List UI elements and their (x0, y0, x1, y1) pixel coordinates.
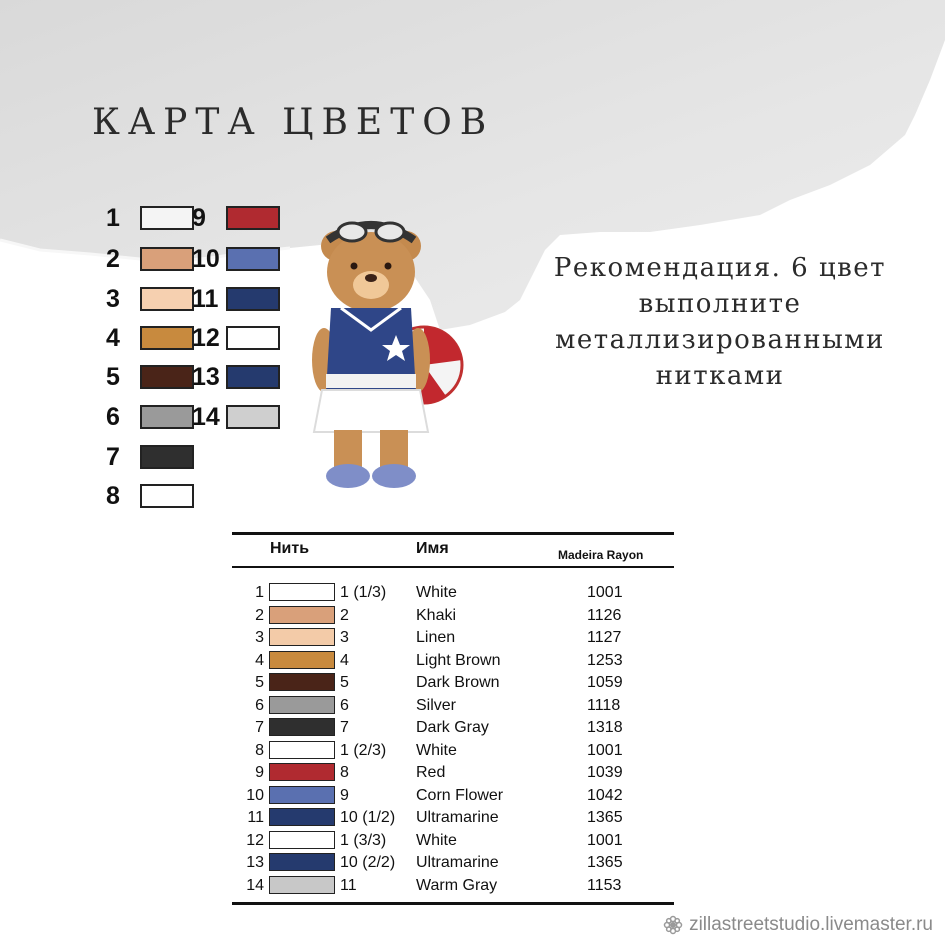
swatch-color (140, 287, 194, 311)
row-color-name: Silver (416, 696, 457, 714)
row-madeira-code: 1001 (587, 584, 623, 601)
swatch-number: 1 (106, 203, 120, 232)
swatch-number: 3 (106, 284, 120, 313)
row-color-swatch (269, 696, 335, 714)
row-color-swatch (269, 853, 335, 871)
row-madeira-code: 1365 (587, 854, 623, 871)
recommendation-line: нитками (655, 361, 785, 391)
recommendation-line: Рекомендация. 6 цвет (553, 253, 887, 283)
row-color-swatch (269, 718, 335, 736)
row-color-name: Dark Gray (416, 719, 489, 736)
row-index: 6 (255, 696, 264, 714)
row-index: 13 (246, 854, 264, 871)
row-color-name: Corn Flower (416, 786, 504, 804)
row-index: 5 (255, 674, 264, 691)
page-title: КАРТА ЦВЕТОВ (92, 102, 495, 143)
row-thread-number: 5 (340, 674, 349, 691)
swatch-number: 8 (106, 481, 120, 510)
column-header-thread: Нить (270, 540, 310, 557)
row-index: 12 (246, 831, 264, 849)
row-madeira-code: 1253 (587, 651, 623, 669)
swatch-number: 2 (106, 244, 120, 273)
row-color-name: Ultramarine (416, 854, 499, 871)
row-madeira-code: 1365 (587, 809, 623, 826)
table-row (232, 830, 674, 852)
table-row (232, 785, 674, 807)
row-thread-number: 1 (2/3) (340, 741, 387, 759)
swatch-color (140, 445, 194, 469)
table-header-rule (232, 566, 674, 568)
swatch-color (226, 365, 280, 389)
table-row (232, 852, 674, 874)
row-thread-number: 11 (340, 876, 357, 894)
swatch-color (226, 247, 280, 271)
row-color-swatch (269, 741, 335, 759)
palette-swatch (106, 482, 194, 510)
table-row (232, 875, 674, 897)
table-row (232, 650, 674, 672)
row-color-name: White (416, 831, 457, 849)
row-index: 4 (255, 651, 264, 669)
palette-swatch (106, 403, 194, 431)
swatch-number: 6 (106, 402, 120, 431)
palette-swatch (106, 443, 194, 471)
swatch-color (140, 365, 194, 389)
row-color-name: White (416, 741, 457, 759)
row-color-name: Warm Gray (416, 876, 498, 894)
palette-swatch (106, 363, 194, 391)
row-color-swatch (269, 606, 335, 624)
swatch-color (226, 326, 280, 350)
row-index: 9 (255, 764, 264, 781)
palette-swatch (192, 245, 280, 273)
row-madeira-code: 1001 (587, 831, 623, 849)
table-row (232, 740, 674, 762)
swatch-number: 14 (192, 402, 220, 431)
row-thread-number: 8 (340, 764, 349, 781)
swatch-number: 4 (106, 323, 120, 352)
row-index: 14 (246, 876, 264, 894)
row-thread-number: 10 (2/2) (340, 854, 396, 871)
swatch-number: 12 (192, 323, 220, 352)
row-index: 10 (246, 786, 264, 804)
table-row (232, 717, 674, 739)
swatch-color (140, 326, 194, 350)
palette-swatch (192, 403, 280, 431)
row-color-swatch (269, 673, 335, 691)
row-color-name: Light Brown (416, 651, 501, 669)
row-index: 2 (255, 606, 264, 624)
row-color-swatch (269, 628, 335, 646)
palette-swatch (192, 285, 280, 313)
row-thread-number: 10 (1/2) (340, 809, 396, 826)
swatch-number: 11 (192, 284, 219, 313)
column-header-name: Имя (416, 540, 449, 557)
row-index: 7 (255, 719, 264, 736)
table-row (232, 672, 674, 694)
row-color-swatch (269, 763, 335, 781)
row-madeira-code: 1039 (587, 764, 623, 781)
watermark-text: zillastreetstudio.livemaster.ru (689, 914, 933, 935)
swatch-color (140, 206, 194, 230)
row-madeira-code: 1001 (587, 741, 623, 759)
teddy-bear-embroidery-image (296, 210, 476, 500)
watermark (663, 914, 933, 936)
row-color-swatch (269, 583, 335, 601)
swatch-number: 5 (106, 362, 120, 391)
row-thread-number: 3 (340, 629, 349, 646)
color-palette (0, 0, 300, 520)
palette-swatch (106, 324, 194, 352)
palette-swatch (192, 363, 280, 391)
row-color-name: Red (416, 764, 446, 781)
palette-swatch (192, 204, 280, 232)
row-thread-number: 1 (3/3) (340, 831, 387, 849)
row-thread-number: 4 (340, 651, 349, 669)
table-row (232, 605, 674, 627)
swatch-color (140, 484, 194, 508)
swatch-number: 9 (192, 203, 206, 232)
row-index: 8 (255, 741, 264, 759)
row-thread-number: 1 (1/3) (340, 584, 387, 601)
table-bottom-rule (232, 902, 674, 905)
row-index: 11 (247, 809, 264, 826)
row-madeira-code: 1118 (587, 696, 621, 714)
row-madeira-code: 1126 (587, 606, 622, 624)
swatch-number: 13 (192, 362, 220, 391)
table-row (232, 807, 674, 829)
row-index: 3 (255, 629, 264, 646)
row-color-name: Linen (416, 629, 456, 646)
column-header-brand: Madeira Rayon (558, 548, 644, 562)
swatch-color (140, 247, 194, 271)
recommendation-line: выполните (638, 289, 802, 319)
table-row (232, 627, 674, 649)
row-thread-number: 6 (340, 696, 349, 714)
row-color-name: White (416, 584, 457, 601)
swatch-number: 7 (106, 442, 120, 471)
row-color-swatch (269, 786, 335, 804)
flower-icon (663, 915, 683, 935)
row-color-name: Ultramarine (416, 809, 499, 826)
row-color-name: Dark Brown (416, 674, 500, 691)
table-row (232, 762, 674, 784)
row-color-name: Khaki (416, 606, 457, 624)
row-madeira-code: 1042 (587, 786, 623, 804)
palette-swatch (192, 324, 280, 352)
row-thread-number: 2 (340, 606, 349, 624)
row-color-swatch (269, 651, 335, 669)
recommendation-text (520, 250, 920, 394)
swatch-color (226, 287, 280, 311)
row-index: 1 (255, 584, 264, 601)
palette-swatch (106, 285, 194, 313)
row-color-swatch (269, 808, 335, 826)
swatch-number: 10 (192, 244, 220, 273)
palette-swatch (106, 245, 194, 273)
table-top-rule (232, 532, 674, 535)
row-color-swatch (269, 876, 335, 894)
row-color-swatch (269, 831, 335, 849)
thread-table (232, 532, 674, 906)
row-madeira-code: 1318 (587, 719, 623, 736)
row-thread-number: 7 (340, 719, 349, 736)
swatch-color (226, 405, 280, 429)
row-thread-number: 9 (340, 786, 349, 804)
row-madeira-code: 1153 (587, 876, 622, 894)
swatch-color (140, 405, 194, 429)
table-row (232, 582, 674, 604)
row-madeira-code: 1059 (587, 674, 623, 691)
table-row (232, 695, 674, 717)
swatch-color (226, 206, 280, 230)
row-madeira-code: 1127 (587, 629, 622, 646)
recommendation-line: металлизированными (555, 325, 885, 355)
palette-swatch (106, 204, 194, 232)
